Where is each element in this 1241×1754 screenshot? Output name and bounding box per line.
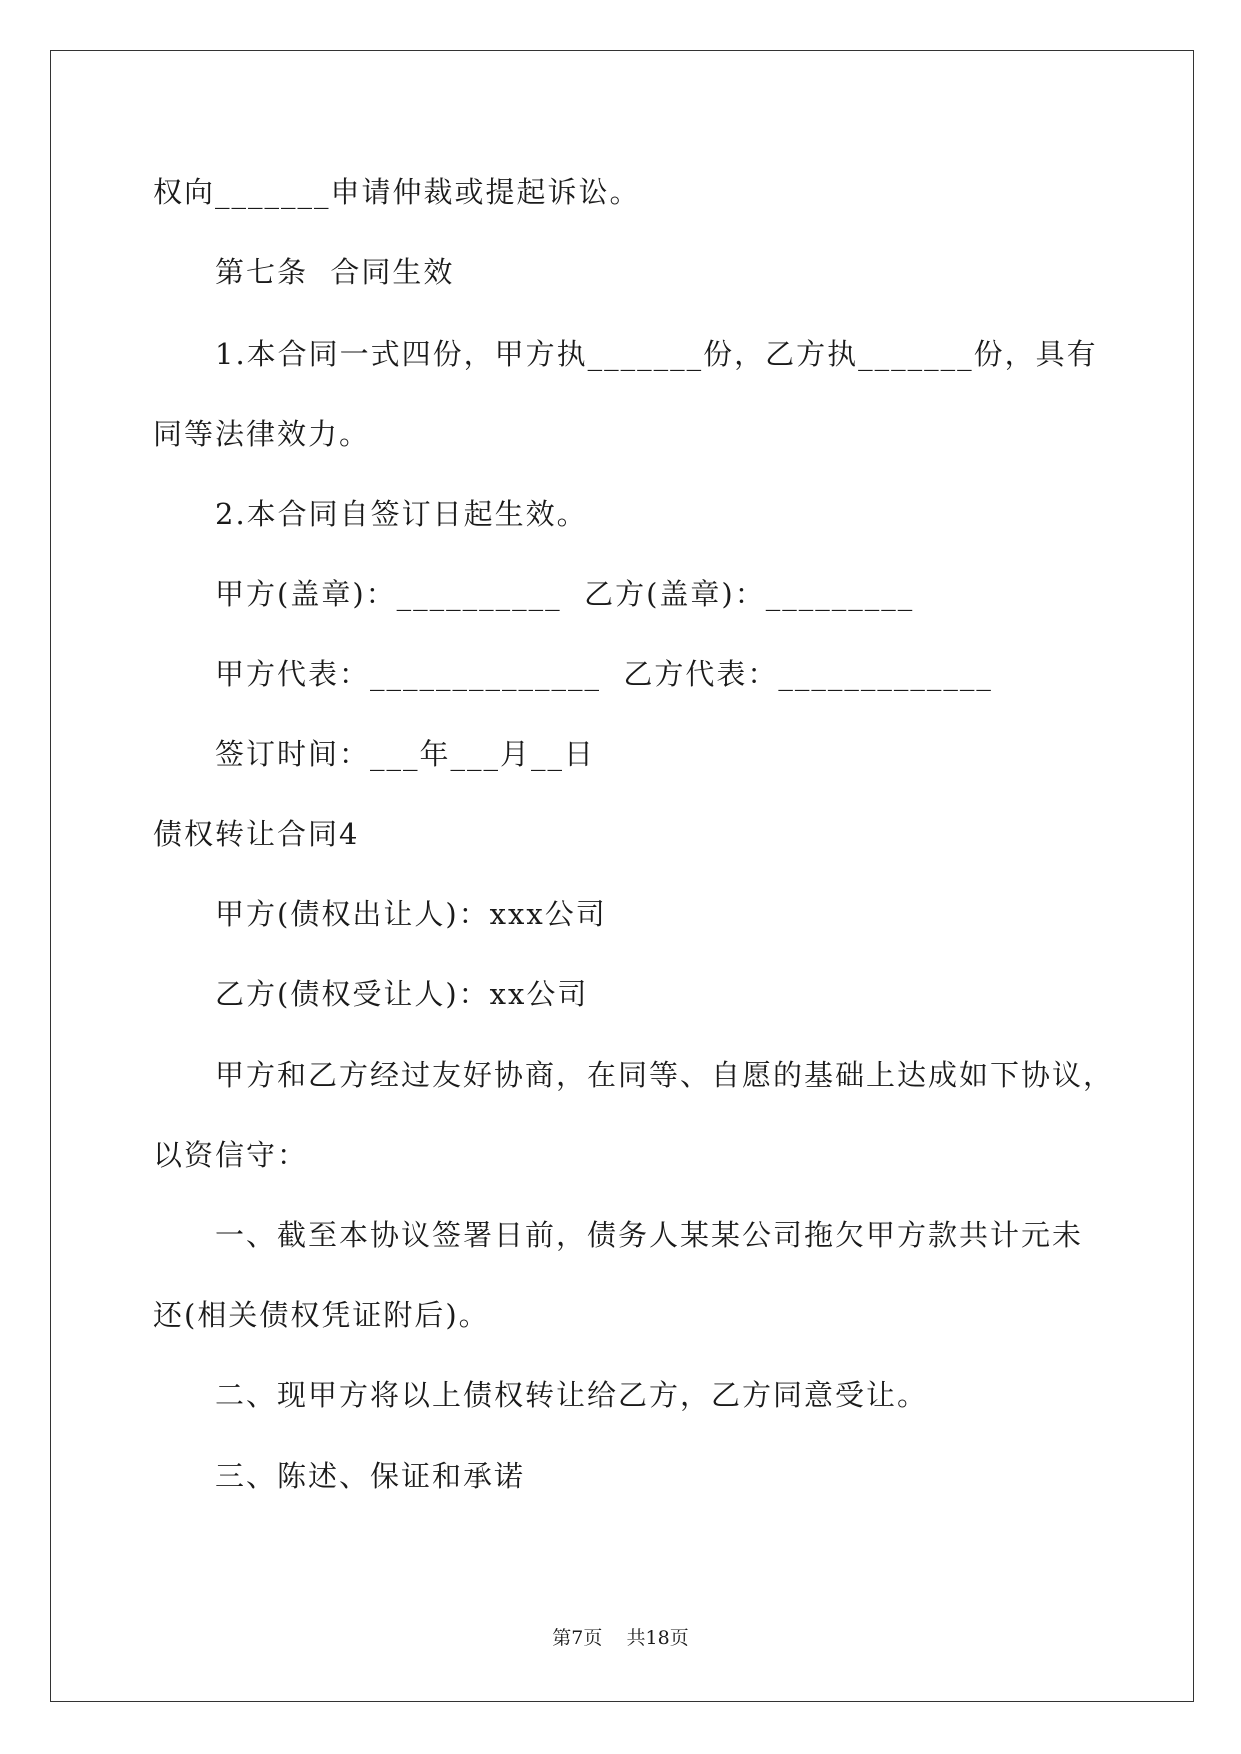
text-line-17: 三、陈述、保证和承诺: [215, 1459, 526, 1493]
representative-line: 甲方代表：______________ 乙方代表：_____________: [215, 657, 993, 691]
text-line-13: 以资信守：: [153, 1138, 309, 1172]
text-line-16: 二、现甲方将以上债权转让给乙方，乙方同意受让。: [215, 1378, 929, 1412]
text-line-4: 同等法律效力。: [153, 417, 371, 451]
contract-title: 债权转让合同4: [153, 817, 360, 851]
party-b-line: 乙方(债权受让人)：xx公司: [215, 977, 589, 1011]
text-line-14: 一、截至本协议签署日前，债务人某某公司拖欠甲方款共计元未: [215, 1218, 1084, 1252]
signing-date-line: 签订时间：___年___月__日: [215, 737, 596, 771]
text-line-1: 权向_______申请仲裁或提起诉讼。: [153, 175, 641, 209]
text-line-15: 还(相关债权凭证附后)。: [153, 1298, 490, 1332]
page-number-footer: 第7页 共18页: [552, 1627, 689, 1649]
party-a-line: 甲方(债权出让人)：xxx公司: [215, 897, 607, 931]
section-heading-7: 第七条 合同生效: [215, 255, 455, 289]
page-border: [50, 50, 1194, 1702]
signature-seal-line: 甲方(盖章)：__________ 乙方(盖章)：_________: [215, 577, 915, 611]
text-line-3: 1.本合同一式四份，甲方执_______份，乙方执_______份，具有: [215, 337, 1098, 371]
text-line-5: 2.本合同自签订日起生效。: [215, 497, 588, 531]
text-line-12: 甲方和乙方经过友好协商，在同等、自愿的基础上达成如下协议，: [215, 1058, 1115, 1092]
